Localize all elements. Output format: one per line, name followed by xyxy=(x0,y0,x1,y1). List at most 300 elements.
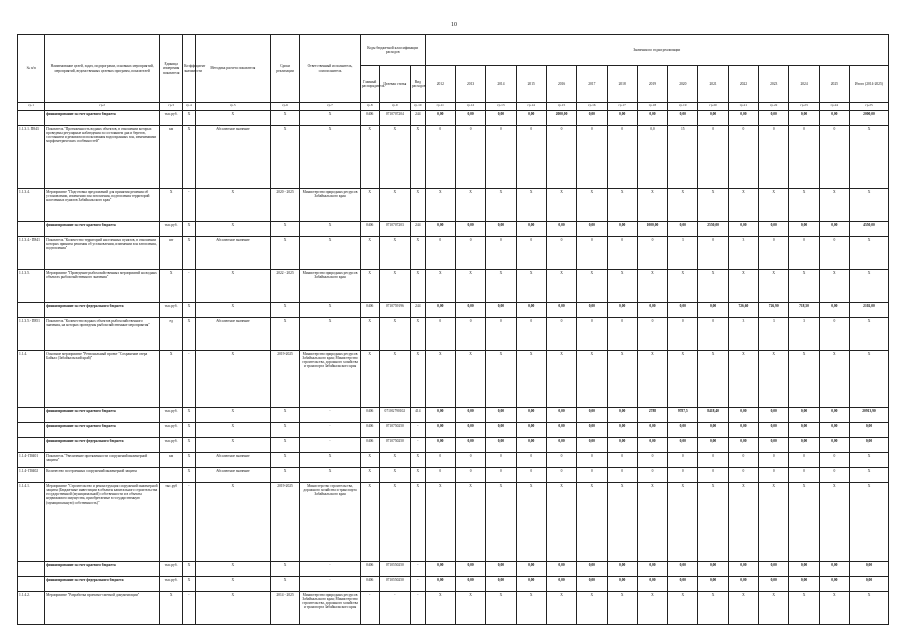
cell-kbk-vr: X xyxy=(411,126,426,189)
cell-value: 0,00 xyxy=(698,111,728,126)
cell-kbk-gr: X xyxy=(360,237,379,270)
cell-value: X xyxy=(728,592,758,625)
cell-value: X xyxy=(607,351,637,408)
cell-value: 0,00 xyxy=(607,222,637,237)
table-row xyxy=(18,189,889,222)
header-kbk-vr: Вид расходов xyxy=(411,66,426,103)
cell-value: 0 xyxy=(728,468,758,483)
cell-num xyxy=(18,562,45,577)
cell-value: 0,00 xyxy=(516,423,546,438)
cell-value: 0,00 xyxy=(759,438,789,453)
cell-value: X xyxy=(546,189,576,222)
cell-value: 3 xyxy=(759,318,789,351)
cell-term: 2020 - 2025 xyxy=(270,189,299,222)
cell-method: X xyxy=(195,222,270,237)
cell-value: 0 xyxy=(668,453,698,468)
cell-unit: тыс.руб. xyxy=(160,408,183,423)
cell-value: X xyxy=(577,351,607,408)
cell-unit: X xyxy=(160,592,183,625)
cell-value: X xyxy=(425,351,455,408)
header-year: 2020 xyxy=(668,66,698,103)
cell-resp: - xyxy=(300,577,361,592)
header-year: 2022 xyxy=(728,66,758,103)
table-row xyxy=(18,423,889,438)
cell-value: 0,00 xyxy=(546,222,576,237)
cell-value: 0 xyxy=(789,126,819,189)
cell-num: 1.1.4.1. xyxy=(18,483,45,562)
cell-kbk-vr: X xyxy=(411,468,426,483)
cell-value: X xyxy=(516,351,546,408)
cell-kbk-gr: X xyxy=(360,270,379,303)
cell-value: 0,00 xyxy=(607,562,637,577)
cell-coef: X xyxy=(183,453,196,468)
header-year: 2019 xyxy=(637,66,667,103)
cell-value: X xyxy=(698,592,728,625)
column-number: гр.21 xyxy=(728,103,758,111)
cell-resp: - xyxy=(300,408,361,423)
cell-total: 0,00 xyxy=(850,577,889,592)
cell-unit: шт xyxy=(160,237,183,270)
cell-value: 0 xyxy=(486,318,516,351)
cell-value: 0,00 xyxy=(728,562,758,577)
cell-value: 0,00 xyxy=(486,222,516,237)
header-year: 2025 xyxy=(819,66,849,103)
cell-num xyxy=(18,303,45,318)
cell-total: 0,00 xyxy=(850,438,889,453)
cell-value: 0,00 xyxy=(698,438,728,453)
cell-value: 0,00 xyxy=(577,222,607,237)
cell-value: X xyxy=(607,592,637,625)
cell-total: X xyxy=(850,468,889,483)
cell-value: 0 xyxy=(516,318,546,351)
cell-value: 0,00 xyxy=(789,562,819,577)
cell-value: X xyxy=(759,270,789,303)
cell-value: X xyxy=(637,483,667,562)
cell-kbk-cs: - xyxy=(379,592,410,625)
cell-value: 0 xyxy=(455,318,485,351)
cell-value: 0 xyxy=(546,126,576,189)
cell-value: X xyxy=(425,270,455,303)
cell-value: 0,00 xyxy=(698,303,728,318)
header-year: 2021 xyxy=(698,66,728,103)
cell-value: 0 xyxy=(486,468,516,483)
cell-value: 0,00 xyxy=(607,438,637,453)
cell-kbk-gr: X xyxy=(360,483,379,562)
header-kbk-cs: Целевая статья xyxy=(379,66,410,103)
cell-value: X xyxy=(486,483,516,562)
cell-kbk-cs: 0710707204 xyxy=(379,111,410,126)
cell-value: X xyxy=(577,189,607,222)
cell-kbk-vr: - xyxy=(411,562,426,577)
cell-num xyxy=(18,222,45,237)
cell-method: X xyxy=(195,423,270,438)
cell-value: 0 xyxy=(577,318,607,351)
cell-value: X xyxy=(728,351,758,408)
cell-value: 0 xyxy=(759,237,789,270)
cell-unit: тыс.руб. xyxy=(160,303,183,318)
table-row xyxy=(18,126,889,189)
cell-name: Показатель "Протяженность водных объектов, в отношении которых проведены регулярные наблюдения за состоянием дна и берегов, состоянием и режимом использования водоохранных зон, изменениями морфометрических особенностей" xyxy=(45,126,160,189)
cell-value: 0,00 xyxy=(577,438,607,453)
cell-value: 0,00 xyxy=(637,577,667,592)
header-year: 2012 xyxy=(425,66,455,103)
cell-value: 2788 xyxy=(637,408,667,423)
cell-method: X xyxy=(195,577,270,592)
cell-value: 0 xyxy=(698,237,728,270)
cell-value: X xyxy=(486,351,516,408)
cell-kbk-vr: - xyxy=(411,438,426,453)
cell-method: Абсолютное значение xyxy=(195,453,270,468)
column-number: гр.4 xyxy=(183,103,196,111)
cell-value: 0 xyxy=(789,453,819,468)
cell-kbk-cs: X xyxy=(379,237,410,270)
cell-kbk-cs: 0710750250 xyxy=(379,423,410,438)
cell-resp: - xyxy=(300,562,361,577)
cell-value: 0 xyxy=(759,468,789,483)
cell-resp: X xyxy=(300,111,361,126)
cell-value: X xyxy=(789,483,819,562)
cell-value: X xyxy=(516,592,546,625)
cell-method: X xyxy=(195,438,270,453)
cell-num xyxy=(18,423,45,438)
cell-method: X xyxy=(195,303,270,318)
column-number: гр.10 xyxy=(411,103,426,111)
cell-kbk-cs: X xyxy=(379,189,410,222)
cell-name: Мероприятие "Подготовка предложений для принятия решения об установлении, изменении зон затопления, подтопления территорий населенных пунктов Забайкальского края" xyxy=(45,189,160,222)
cell-value: 0,00 xyxy=(759,577,789,592)
cell-value: 0 xyxy=(637,453,667,468)
cell-value: X xyxy=(425,189,455,222)
cell-value: X xyxy=(577,270,607,303)
cell-value: 0,00 xyxy=(486,438,516,453)
cell-unit: км xyxy=(160,126,183,189)
cell-value: 0 xyxy=(607,468,637,483)
cell-coef: - xyxy=(183,270,196,303)
cell-value: 0,00 xyxy=(516,562,546,577)
cell-unit: тыс.руб. xyxy=(160,562,183,577)
cell-resp: X xyxy=(300,126,361,189)
cell-value: 0 xyxy=(607,237,637,270)
cell-unit: X xyxy=(160,270,183,303)
cell-value: 0 xyxy=(607,126,637,189)
cell-total: 2102,00 xyxy=(850,303,889,318)
cell-value: X xyxy=(668,592,698,625)
column-number: гр.25 xyxy=(850,103,889,111)
cell-method: X xyxy=(195,111,270,126)
cell-value: 0 xyxy=(455,126,485,189)
cell-term: X xyxy=(270,111,299,126)
cell-method: X xyxy=(195,270,270,303)
table-row xyxy=(18,468,889,483)
cell-value: 0,00 xyxy=(455,111,485,126)
cell-kbk-gr: 0406 xyxy=(360,408,379,423)
header-year: 2016 xyxy=(546,66,576,103)
cell-value: 0,00 xyxy=(577,303,607,318)
cell-value: 0 xyxy=(516,453,546,468)
cell-coef: X xyxy=(183,237,196,270)
cell-value: 0 xyxy=(516,237,546,270)
cell-value: X xyxy=(698,270,728,303)
cell-value: 0,00 xyxy=(546,438,576,453)
cell-value: 8418,40 xyxy=(698,408,728,423)
cell-value: 0 xyxy=(607,453,637,468)
cell-value: 0,00 xyxy=(698,577,728,592)
cell-value: 0,00 xyxy=(668,423,698,438)
cell-unit: X xyxy=(160,351,183,408)
cell-value: 0 xyxy=(546,318,576,351)
cell-value: X xyxy=(637,351,667,408)
cell-resp: Министерство природных ресурсов Забайкальского края xyxy=(300,189,361,222)
cell-value: 0,00 xyxy=(486,577,516,592)
cell-total: X xyxy=(850,592,889,625)
cell-value: 0,00 xyxy=(577,577,607,592)
column-number: гр.24 xyxy=(819,103,849,111)
cell-total: 0,00 xyxy=(850,562,889,577)
cell-total: X xyxy=(850,351,889,408)
cell-value: 0 xyxy=(577,468,607,483)
cell-kbk-gr: X xyxy=(360,318,379,351)
cell-kbk-gr: 0406 xyxy=(360,438,379,453)
cell-num: 1.1.4.2. xyxy=(18,592,45,625)
cell-kbk-cs: X xyxy=(379,351,410,408)
table-row xyxy=(18,351,889,408)
cell-value: 0 xyxy=(425,453,455,468)
cell-value: 0,00 xyxy=(425,423,455,438)
header-year: 2015 xyxy=(516,66,546,103)
cell-num: 1.1.3.4.- П841 xyxy=(18,237,45,270)
cell-value: X xyxy=(455,351,485,408)
table-row xyxy=(18,318,889,351)
cell-value: X xyxy=(759,483,789,562)
cell-value: 0 xyxy=(455,237,485,270)
cell-value: X xyxy=(819,592,849,625)
header-resp: Ответственный исполнитель, соисполнитель xyxy=(300,35,361,103)
cell-value: 726,90 xyxy=(759,303,789,318)
cell-kbk-vr: 244 xyxy=(411,111,426,126)
cell-value: X xyxy=(637,189,667,222)
table-row xyxy=(18,562,889,577)
cell-method: X xyxy=(195,562,270,577)
cell-value: X xyxy=(516,270,546,303)
cell-kbk-vr: X xyxy=(411,189,426,222)
cell-total: X xyxy=(850,453,889,468)
cell-value: 0,00 xyxy=(546,423,576,438)
cell-coef: X xyxy=(183,423,196,438)
cell-resp: Министерство природных ресурсов Забайкальского края; Министерство строительства, дорожного хозяйства и транспорта Забайкальского края xyxy=(300,351,361,408)
cell-value: 0 xyxy=(425,468,455,483)
cell-coef: - xyxy=(183,351,196,408)
cell-value: 0,00 xyxy=(455,562,485,577)
cell-value: 0,00 xyxy=(728,111,758,126)
cell-value: 0 xyxy=(698,468,728,483)
header-year: 2024 xyxy=(789,66,819,103)
table-row xyxy=(18,270,889,303)
column-number: гр.16 xyxy=(577,103,607,111)
cell-name: Мероприятие "Проведение рыбохозяйственных мероприятий на водных объектах рыбохозяйственного значения" xyxy=(45,270,160,303)
cell-value: X xyxy=(607,483,637,562)
column-number: гр.22 xyxy=(759,103,789,111)
cell-value: 0,00 xyxy=(546,408,576,423)
cell-total: X xyxy=(850,189,889,222)
cell-value: 0,00 xyxy=(455,423,485,438)
cell-value: 0 xyxy=(607,318,637,351)
table-row xyxy=(18,577,889,592)
cell-value: X xyxy=(668,189,698,222)
cell-value: 0,00 xyxy=(455,408,485,423)
cell-term: X xyxy=(270,408,299,423)
cell-kbk-cs: 0710550250 xyxy=(379,562,410,577)
cell-value: 0,00 xyxy=(789,111,819,126)
column-number: гр.2 xyxy=(45,103,160,111)
cell-value: 0,00 xyxy=(516,111,546,126)
cell-value: X xyxy=(607,189,637,222)
cell-value: 0 xyxy=(577,126,607,189)
cell-name: финансирование за счет федерального бюджета xyxy=(45,577,160,592)
cell-resp: - xyxy=(300,423,361,438)
cell-total: 2000,00 xyxy=(850,111,889,126)
cell-value: 0,00 xyxy=(668,577,698,592)
cell-value: 0 xyxy=(637,468,667,483)
cell-value: 0,00 xyxy=(668,303,698,318)
cell-value: 0 xyxy=(819,126,849,189)
cell-value: 0,0 xyxy=(637,126,667,189)
header-year: 2014 xyxy=(486,66,516,103)
cell-name: Показатель "Количество водных объектов рыбохозяйственного значения, на которых проведены рыбохозяйственные мероприятия" xyxy=(45,318,160,351)
cell-value: 0,00 xyxy=(455,438,485,453)
cell-total: 4550,00 xyxy=(850,222,889,237)
cell-coef: X xyxy=(183,126,196,189)
cell-value: 0,00 xyxy=(819,423,849,438)
cell-term: X xyxy=(270,318,299,351)
cell-term: X xyxy=(270,468,299,483)
cell-value: 0,00 xyxy=(759,408,789,423)
cell-unit: тыс.руб. xyxy=(160,423,183,438)
cell-value: 0 xyxy=(637,318,667,351)
cell-value: X xyxy=(637,592,667,625)
cell-value: 0 xyxy=(455,453,485,468)
cell-value: 0,00 xyxy=(486,408,516,423)
cell-coef: X xyxy=(183,562,196,577)
cell-value: 0,00 xyxy=(425,438,455,453)
cell-resp: Министерство строительства, дорожного хозяйства и транспорта Забайкальского края xyxy=(300,483,361,562)
cell-kbk-gr: 0406 xyxy=(360,222,379,237)
cell-kbk-gr: X xyxy=(360,189,379,222)
cell-name: финансирование за счет краевого бюджета xyxy=(45,562,160,577)
cell-num: 1.1.3.5.- П851 xyxy=(18,318,45,351)
table-row xyxy=(18,408,889,423)
cell-kbk-gr: - xyxy=(360,592,379,625)
cell-value: 0 xyxy=(819,318,849,351)
cell-value: X xyxy=(668,351,698,408)
cell-resp: Министерство природных ресурсов Забайкальского края xyxy=(300,270,361,303)
cell-value: 0,00 xyxy=(789,423,819,438)
column-number: гр.12 xyxy=(455,103,485,111)
cell-kbk-cs: 0710G790102 xyxy=(379,408,410,423)
cell-coef: X xyxy=(183,577,196,592)
cell-value: X xyxy=(577,483,607,562)
cell-num xyxy=(18,577,45,592)
cell-method: Абсолютное значение xyxy=(195,468,270,483)
cell-unit: тыс.руб. xyxy=(160,222,183,237)
cell-value: X xyxy=(516,189,546,222)
cell-value: 0,00 xyxy=(668,222,698,237)
cell-value: 0 xyxy=(425,126,455,189)
header-name: Наименование целей, задач, подпрограмм, основных мероприятий, мероприятий, ведомственных целевых программ, показателей xyxy=(45,35,160,103)
cell-kbk-vr: 414 xyxy=(411,408,426,423)
cell-kbk-gr: 0406 xyxy=(360,303,379,318)
cell-value: 0,00 xyxy=(668,562,698,577)
cell-value: X xyxy=(516,483,546,562)
header-values: Значения по годам реализации xyxy=(425,35,888,66)
page-number: 10 xyxy=(451,22,457,28)
cell-value: X xyxy=(486,189,516,222)
cell-resp: X xyxy=(300,237,361,270)
cell-kbk-gr: 0406 xyxy=(360,111,379,126)
cell-kbk-gr: X xyxy=(360,126,379,189)
cell-value: X xyxy=(577,592,607,625)
cell-method: X xyxy=(195,189,270,222)
column-number: гр.18 xyxy=(637,103,667,111)
cell-name: финансирование за счет краевого бюджета xyxy=(45,111,160,126)
cell-value: 0 xyxy=(728,453,758,468)
cell-total: X xyxy=(850,126,889,189)
cell-unit: тыс.руб. xyxy=(160,577,183,592)
cell-term: 2019-2025 xyxy=(270,351,299,408)
cell-resp: X xyxy=(300,303,361,318)
cell-value: 0,00 xyxy=(819,438,849,453)
cell-kbk-vr: X xyxy=(411,270,426,303)
cell-coef: X xyxy=(183,468,196,483)
cell-value: X xyxy=(789,351,819,408)
cell-method: Абсолютное значение xyxy=(195,237,270,270)
cell-value: 0,00 xyxy=(455,577,485,592)
table-row xyxy=(18,222,889,237)
cell-method: X xyxy=(195,408,270,423)
cell-value: 0,00 xyxy=(728,577,758,592)
cell-kbk-cs: 0710759196 xyxy=(379,303,410,318)
cell-value: X xyxy=(486,270,516,303)
cell-value: X xyxy=(486,592,516,625)
cell-term: X xyxy=(270,126,299,189)
cell-value: 0,00 xyxy=(698,423,728,438)
header-coef: Коэффициент значимости xyxy=(183,35,196,103)
cell-value: 0,00 xyxy=(759,222,789,237)
cell-num: 1.1.3.4. xyxy=(18,189,45,222)
cell-value: 0 xyxy=(789,237,819,270)
cell-name: Мероприятие "Строительство и реконструкция сооружений инженерной защиты (Бюджетные инвестиции в объекты капитального строительства государственной (муниципальной) собственности и в объекты недвижимого имущества, приобретаемые в государственную (муниципальную) собственность)" xyxy=(45,483,160,562)
cell-value: 3 xyxy=(668,237,698,270)
cell-value: X xyxy=(819,189,849,222)
cell-value: 0 xyxy=(819,237,849,270)
cell-value: 3 xyxy=(728,318,758,351)
column-number: гр.7 xyxy=(300,103,361,111)
cell-value: 0,00 xyxy=(637,438,667,453)
cell-num: 1.1.3.5. xyxy=(18,270,45,303)
cell-resp: X xyxy=(300,222,361,237)
cell-value: 0,00 xyxy=(819,111,849,126)
cell-value: 0,00 xyxy=(577,408,607,423)
cell-coef: X xyxy=(183,111,196,126)
cell-coef: X xyxy=(183,222,196,237)
cell-total: X xyxy=(850,237,889,270)
cell-num: 1.1.3.1. П843 xyxy=(18,126,45,189)
column-number: гр.5 xyxy=(195,103,270,111)
cell-value: X xyxy=(819,351,849,408)
cell-coef: X xyxy=(183,318,196,351)
cell-num xyxy=(18,408,45,423)
cell-term: 2014 - 2025 xyxy=(270,592,299,625)
cell-value: X xyxy=(668,270,698,303)
